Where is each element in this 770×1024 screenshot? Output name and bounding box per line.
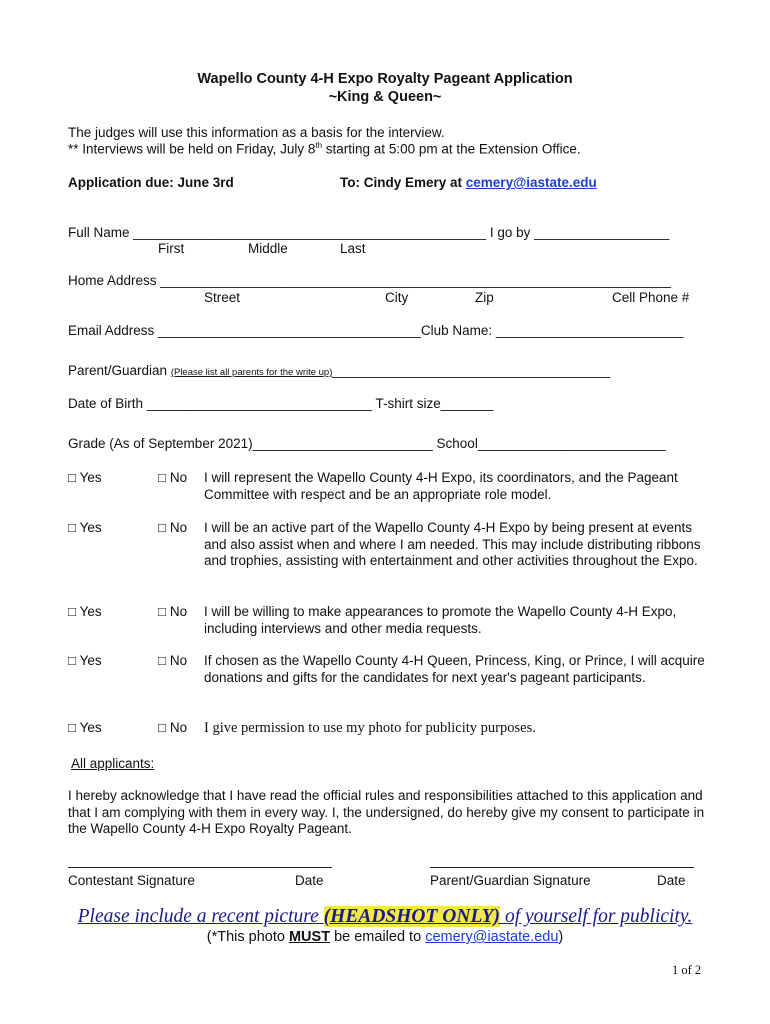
parent-hint: (Please list all parents for the write up) bbox=[170, 367, 333, 378]
no-checkbox[interactable]: □ No bbox=[158, 470, 188, 485]
question-text: I will be willing to make appearances to promote the Wapello County 4-H Expo, including interviews and other media requests. bbox=[204, 604, 677, 636]
photo-request: Please include a recent picture (HEADSHOT ONLY) of yourself for publicity. bbox=[77, 906, 693, 927]
last-label: Last bbox=[340, 241, 366, 256]
contestant-signature-line[interactable] bbox=[68, 867, 332, 868]
question-text: If chosen as the Wapello County 4-H Queen, Princess, King, or Prince, I will acquire donations and gifts for the candidates for next year's pageant participants. bbox=[204, 653, 705, 685]
no-checkbox[interactable]: □ No bbox=[158, 520, 188, 535]
intro-line-1: The judges will use this information as a basis for the interview. bbox=[68, 125, 445, 140]
contact-email-link[interactable]: cemery@iastate.edu bbox=[465, 175, 597, 190]
yes-checkbox[interactable]: □ Yes bbox=[68, 520, 102, 535]
yes-checkbox[interactable]: □ Yes bbox=[68, 653, 102, 668]
city-label: City bbox=[385, 290, 409, 305]
grade-school-field[interactable]: Grade (As of September 2021)________________________ School_________________________ bbox=[68, 436, 666, 451]
form-title: Wapello County 4-H Expo Royalty Pageant Application bbox=[197, 71, 573, 87]
parent-date-label: Date bbox=[657, 873, 686, 888]
question-text: I will represent the Wapello County 4-H Expo, its coordinators, and the Pageant Committee with respect and be an appropriate role model. bbox=[204, 470, 678, 502]
yes-checkbox[interactable]: □ Yes bbox=[68, 604, 102, 619]
yes-checkbox[interactable]: □ Yes bbox=[68, 470, 102, 485]
contestant-signature-label: Contestant Signature bbox=[68, 873, 195, 888]
no-checkbox[interactable]: □ No bbox=[158, 653, 188, 668]
no-checkbox[interactable]: □ No bbox=[158, 720, 188, 735]
headshot-highlight: (HEADSHOT ONLY) bbox=[323, 906, 501, 927]
page-number: 1 of 2 bbox=[672, 963, 702, 977]
photo-note: (*This photo MUST be emailed to cemery@iastate.edu) bbox=[206, 929, 564, 945]
home-address-field[interactable]: Home Address ____________________________________________________________________ bbox=[68, 273, 671, 288]
middle-label: Middle bbox=[248, 241, 288, 256]
photo-email-link[interactable]: cemery@iastate.edu bbox=[425, 929, 559, 945]
parent-signature-line[interactable] bbox=[430, 867, 694, 868]
acknowledgement-text: I hereby acknowledge that I have read the official rules and responsibilities attached to this application and that I am complying with them in every way. I, the undersigned, do hereby give my consent to participate in the Wapello County 4-H Expo Royalty Pageant. bbox=[68, 788, 705, 836]
contestant-date-label: Date bbox=[295, 873, 324, 888]
dob-tshirt-field[interactable]: Date of Birth ______________________________ T-shirt size_______ bbox=[68, 396, 494, 411]
yes-checkbox[interactable]: □ Yes bbox=[68, 720, 102, 735]
parent-guardian-field[interactable]: Parent/Guardian (Please list all parents for the write up)_____________________________________ bbox=[68, 363, 611, 378]
street-label: Street bbox=[204, 290, 241, 305]
form-subtitle: ~King & Queen~ bbox=[328, 89, 442, 105]
intro-line-2: ** Interviews will be held on Friday, July 8th starting at 5:00 pm at the Extension Office. bbox=[68, 141, 581, 157]
question-text: I give permission to use my photo for publicity purposes. bbox=[204, 720, 536, 736]
zip-label: Zip bbox=[475, 290, 494, 305]
send-to: To: Cindy Emery at cemery@iastate.edu bbox=[340, 175, 597, 190]
no-checkbox[interactable]: □ No bbox=[158, 604, 188, 619]
applicants-heading: All applicants: bbox=[71, 756, 155, 771]
full-name-field[interactable]: Full Name _______________________________________________ I go by __________________ bbox=[68, 225, 670, 240]
cell-phone-label: Cell Phone # bbox=[612, 290, 690, 305]
first-label: First bbox=[158, 241, 185, 256]
question-text: I will be an active part of the Wapello County 4-H Expo by being present at events and also assist when and where I am needed. This may include distributing ribbons and trophies, assisting with entertainment and other activities throughout the Expo. bbox=[204, 520, 701, 568]
email-club-field[interactable]: Email Address ___________________________________Club Name: _________________________ bbox=[68, 323, 684, 338]
application-due: Application due: June 3rd bbox=[68, 175, 234, 190]
parent-signature-label: Parent/Guardian Signature bbox=[430, 873, 591, 888]
